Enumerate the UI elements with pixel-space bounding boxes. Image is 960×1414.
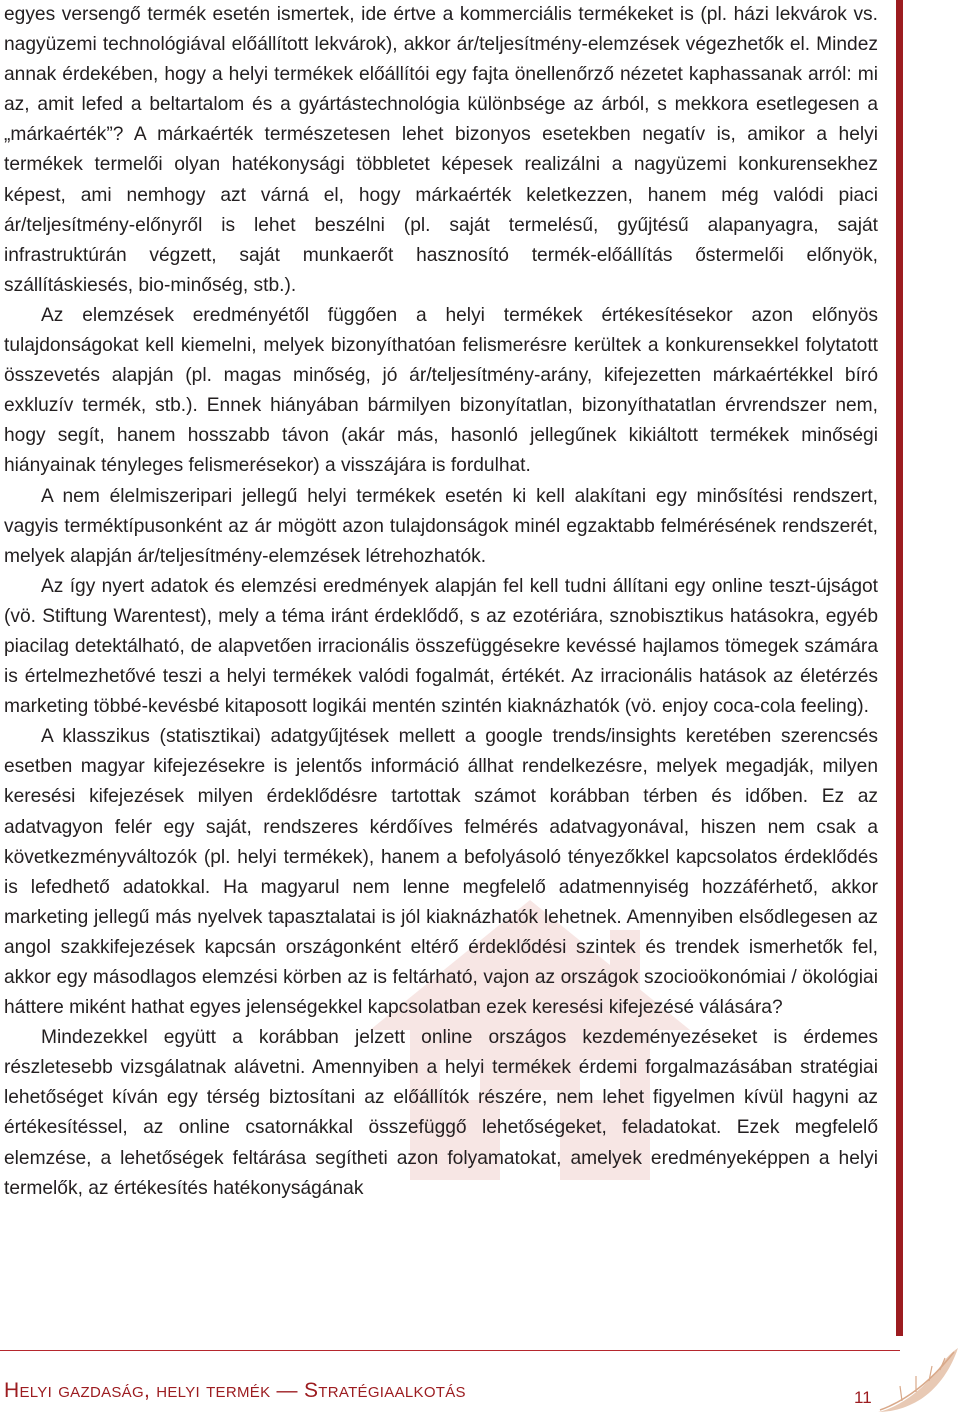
footer-title: Helyi gazdaság, helyi termék — Stratégiaalkotás: [4, 1379, 466, 1402]
paragraph: Az elemzések eredményétől függően a helyi termékek értékesítésekor azon előnyös tulajdonságokat kell kiemelni, melyek bizonyíthatóan felismerésre kerültek a konkurensekkel folytatott összevetés alapján (pl. magas minőség, jó ár/teljesítmény-arány, kifejezetten márkaértékkel bíró exkluzív termék, stb.). Ennek hiányában bármilyen bizonyítatlan, bizonyíthatatlan érvrendszer nem, hogy segít, hanem hosszabb távon (akár más, hasonló jellegűnek kikiáltott termékek minőségi hiányainak tényleges felismerésekor) a visszájára is fordulhat.: [4, 304, 878, 477]
body-text: [4, 0, 878, 1204]
paragraph: A nem élelmiszeripari jellegű helyi termékek esetén ki kell alakítani egy minősítési rendszert, vagyis terméktípusonként az ár mögött azon tulajdonságok minél egzaktabb felmérésének rendszerét, melyek alapján ár/teljesítmény-elemzések létrehozhatók.: [4, 485, 878, 567]
paragraph: Az így nyert adatok és elemzési eredmények alapján fel kell tudni állítani egy online teszt-újságot (vö. Stiftung Warentest), mely a téma iránt érdeklődő, s az ezotériára, sznobisztikus hatásokra, egyéb piacilag detektálható, de alapvetően irracionális összefüggésekre kevéssé hajlamos tömegek számára is értelmezhetővé teszi a helyi termékek valódi fogalmát, értékét. Az irracionális hatások az életérzés marketing többé-kevésbé kitaposott logikái mentén szintén kiaknázhatók (vö. enjoy coca-cola feeling).: [4, 575, 878, 718]
paragraph: A klasszikus (statisztikai) adatgyűjtések mellett a google trends/insights keretében szerencsés esetben magyar kifejezésekre is jelentős információ állhat rendelkezésre, melyek megadják, milyen keresési kifejezések milyen érdeklődésre tartottak számot korábban térben és időben. Ez az adatvagyon felér egy saját, rendszeres kérdőíves felmérés adatvagyonával, hiszen nem csak a következményváltozók (pl. helyi termékek), hanem a befolyásoló tényezőkkel kapcsolatos érdeklődés is lefedhető adatokkal. Ha magyarul nem lenne megfelelő adatmennyiség hozzáférhető, akkor marketing jellegű más nyelvek tapasztalatai is jól kiaknázhatók lehetnek. Amennyiben elsődlegesen az angol szakkifejezések kapcsán országonként eltérő érdeklődési szintek és trendek ismerhetők fel, akkor egy másodlagos elemzési körben az is feltárható, vajon az országok szocioökonómiai / ökológiai háttere miként hathat egyes jelenségekkel kapcsolatban ezek keresési kifejezésé válására?: [4, 726, 878, 1019]
paragraph: Mindezekkel együtt a korábban jelzett online országos kezdeményezéseket is érdemes részletesebb vizsgálatnak alávetni. Amennyiben a helyi termékek érdemi forgalmazásában stratégiai lehetőséget kíván egy térség biztosítani az előállítók részére, nem lehet figyelmen kívül hagyni az értékesítéssel, az online csatornákkal összefüggő lehetőségeket, feladatokat. Ezek megfelelő elemzése, a lehetőségek feltárása segítheti azon folyamatokat, amelyek eredményeképpen a helyi termelők, az értékesítés hatékonyságának: [4, 1027, 878, 1199]
page-number: 11: [854, 1388, 872, 1407]
leaf-icon: [872, 1346, 960, 1414]
right-margin-rule: [896, 0, 903, 1336]
footer-divider: [0, 1350, 900, 1351]
paragraph: egyes versengő termék esetén ismertek, ide értve a kommerciális termékeket is (pl. házi lekvárok vs. nagyüzemi technológiával előállított lekvárok), akkor ár/teljesítmény-elemzések végezhetők el. Mindez annak érdekében, hogy a helyi termékek előállítói egy fajta önellenőrző nézetet kaphassanak arról: mi az, amit lefed a beltartalom és a gyártástechnológia különbsége az árból, s mekkora esetlegesen a „márkaérték”? A márkaérték természetesen lehet bizonyos esetekben negatív is, amikor a helyi termékek termelői olyan hatékonysági többletet képesek realizálni a nagyüzemi konkurensekhez képest, ami nemhogy azt várná el, hogy márkaérték keletkezzen, hanem még valódi piaci ár/teljesítmény-előnyről is lehet beszélni (pl. saját termelésű, gyűjtésű alapanyagra, saját infrastruktúrán végzett, saját munkaerőt hasznosító termék-előállítás őstermelői előnyök, szállításkiesés, bio-minőség, stb.).: [4, 4, 878, 296]
